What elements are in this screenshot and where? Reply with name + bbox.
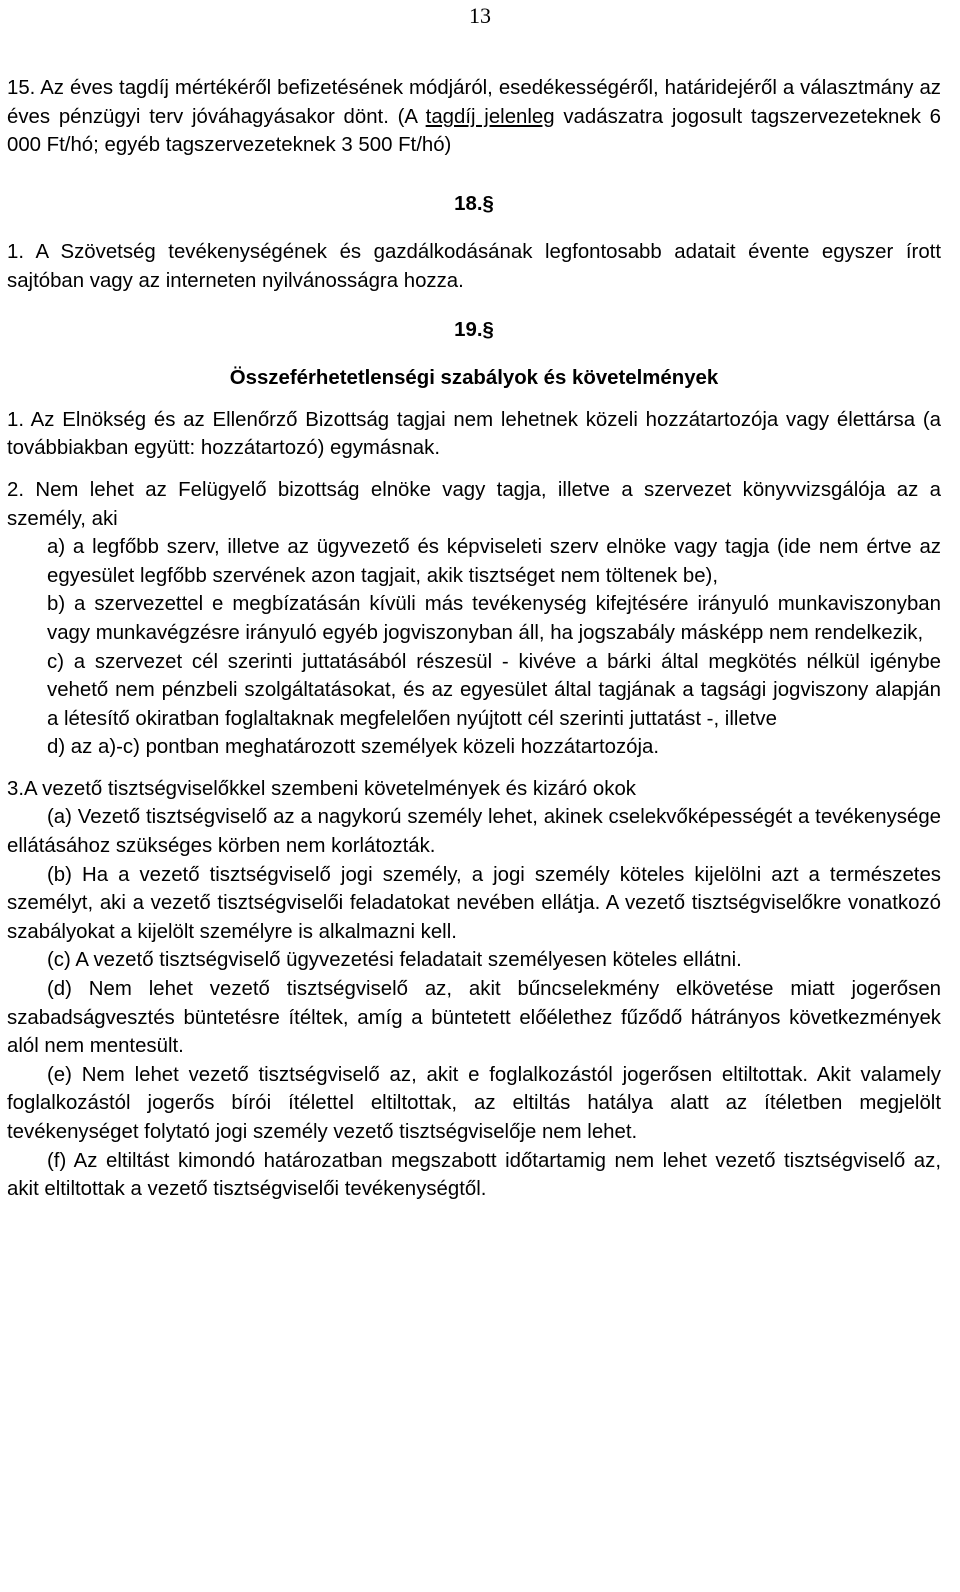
section-18-paragraph-1: 1. A Szövetség tevékenységének és gazdálkodásának legfontosabb adatait évente egyszer írott sajtóban vagy az interneten nyilvánosságra hozza. bbox=[7, 241, 941, 292]
paragraph-15 bbox=[7, 74, 941, 160]
paragraph-15-suffix: vadászatra jogosult tagszervezeteknek 6 000 Ft/hó; egyéb tagszervezeteknek 3 500 Ft/hó) bbox=[7, 105, 941, 157]
page-number: 13 bbox=[469, 3, 491, 28]
section-19-paragraph-1: 1. Az Elnökség és az Ellenőrző Bizottság tagjai nem lehetnek közeli hozzátartozója vagy élettársa (a továbbiakban együtt: hozzátartozó) egymásnak. bbox=[7, 408, 941, 460]
list-item-c: c) a szervezet cél szerinti juttatásából részesül - kivéve a bárki által megkötés nélkül igénybe vehető nem pénzbeli szolgáltatásokat, és az egyesület által tagjának a tagsági jogviszony alapján a létesítő okiratban foglaltaknak megfelelően nyújtott cél szerinti juttatást -, illetve bbox=[47, 650, 941, 730]
paragraph-15-prefix: 15. Az éves tagdíj mértékéről befizetésének módjáról, esedékességéről, határidejéről a választmány az éves pénzügyi terv jóváhagyásakor dönt. (A bbox=[7, 77, 941, 128]
paragraph-15-underlined: tagdíj jelenleg bbox=[425, 105, 555, 128]
requirement-b: (b) Ha a vezető tisztségviselő jogi személy, a jogi személy köteles kijelölni azt a természetes személyt, aki a vezető tisztségviselői feladatokat nevében ellátja. A vezető tisztségviselőkre vonatkozó szabályokat a kijelölt személyre is alkalmazni kell. bbox=[7, 863, 941, 943]
requirement-a: (a) Vezető tisztségviselő az a nagykorú személy lehet, akinek cselekvőképességét a tevékenysége ellátásához szükséges körben nem korlátozták. bbox=[7, 806, 941, 858]
section-18-heading: 18.§ bbox=[454, 192, 494, 215]
requirement-d: (d) Nem lehet vezető tisztségviselő az, akit bűncselekmény elkövetése miatt jogerősen szabadságvesztés büntetésre ítéltek, amíg a büntetett előélethez fűződő hátrányos következmények alól nem mentesült. bbox=[7, 978, 941, 1058]
document-body bbox=[7, 74, 941, 1204]
section-19-paragraph-3: 3.A vezető tisztségviselőkkel szembeni követelmények és kizáró okok bbox=[7, 777, 637, 800]
section-19-heading: 19.§ bbox=[454, 318, 494, 341]
requirement-f: (f) Az eltiltást kimondó határozatban megszabott időtartamig nem lehet vezető tisztségviselő az, akit eltiltottak a vezető tisztségviselői tevékenységtől. bbox=[7, 1149, 941, 1201]
requirement-c: (c) A vezető tisztségviselő ügyvezetési feladatait személyesen köteles ellátni. bbox=[47, 949, 742, 972]
section-19-paragraph-2: 2. Nem lehet az Felügyelő bizottság elnöke vagy tagja, illetve a szervezet könyvvizsgálója az a személy, aki bbox=[7, 478, 941, 530]
requirement-e: (e) Nem lehet vezető tisztségviselő az, akit e foglalkozástól jogerősen eltiltottak. Akit valamely foglalkozástól jogerős bírói ítélettel eltiltottak, az eltiltás hatálya alatt az ítéletben megjelölt tevékenységet folytató jogi személy vezető tisztségviselője nem lehet. bbox=[7, 1063, 941, 1143]
list-item-b: b) a szervezettel e megbízatásán kívüli más tevékenység kifejtésére irányuló munkaviszonyban vagy munkavégzésre irányuló egyéb jogviszonyban áll, ha jogszabály másképp nem rendelkezik, bbox=[47, 593, 941, 644]
list-item-d: d) az a)-c) pontban meghatározott személyek közeli hozzátartozója. bbox=[47, 736, 660, 759]
section-19-subheading: Összeférhetetlenségi szabályok és követelmények bbox=[229, 367, 719, 390]
list-item-a: a) a legfőbb szerv, illetve az ügyvezető és képviseleti szerv elnöke vagy tagja (ide nem értve az egyesület legfőbb szervének azon tagjait, akik tisztséget nem töltenek be), bbox=[47, 536, 941, 587]
